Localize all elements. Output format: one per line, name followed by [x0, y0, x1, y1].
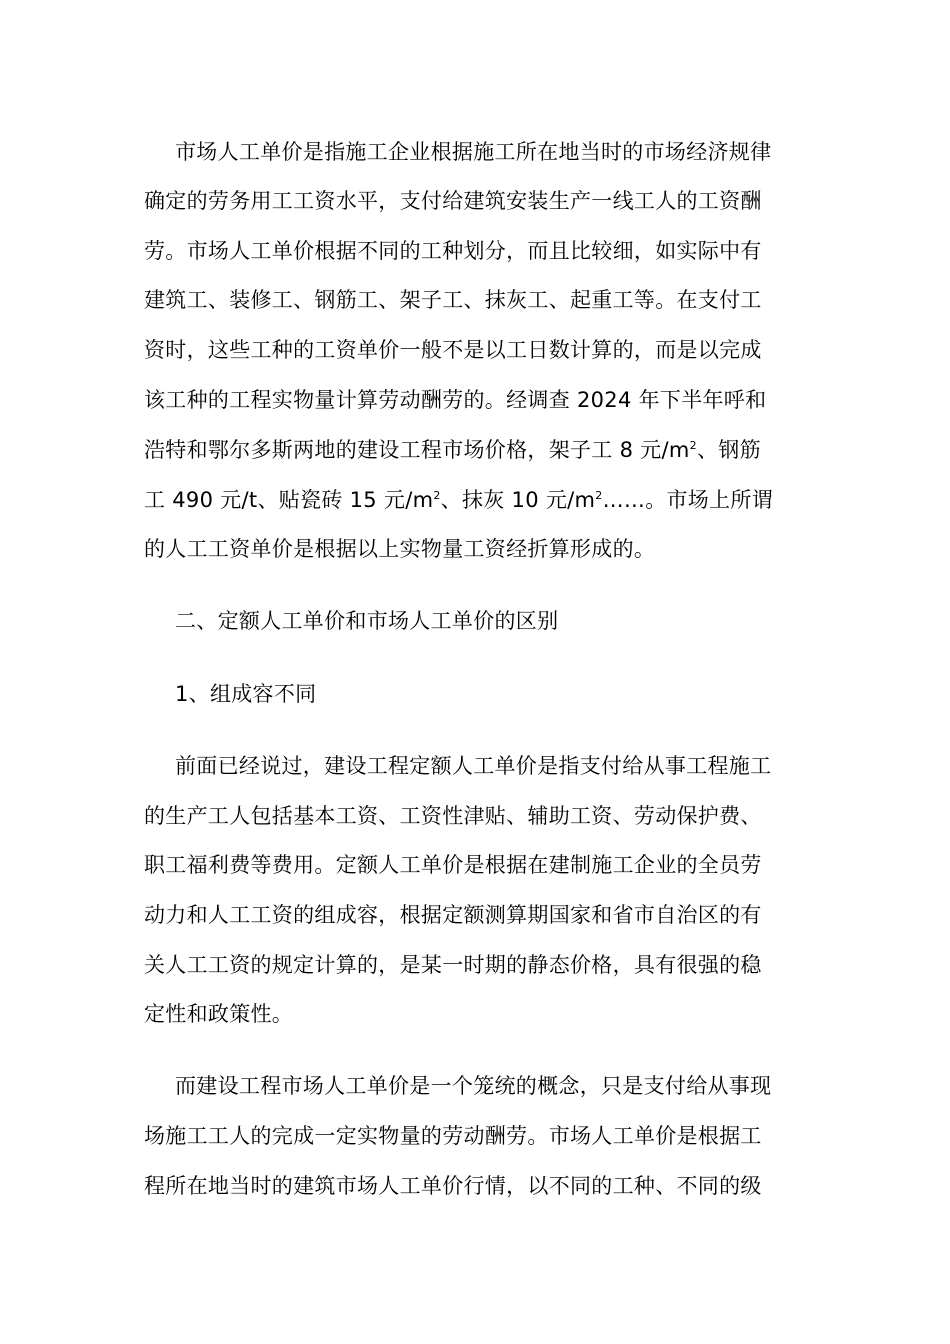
- line-8-text-c: ……。市场上所谓: [602, 488, 773, 512]
- paragraph-2-line-6: 定性和政策性。: [144, 1002, 294, 1026]
- superscript-2: 2: [433, 489, 441, 502]
- superscript-2: 2: [689, 439, 697, 452]
- paragraph-1-line-2: 确定的劳务用工工资水平，支付给建筑安装生产一线工人的工资酬: [144, 189, 762, 213]
- paragraph-1-line-1: 市场人工单价是指施工企业根据施工所在地当时的市场经济规律: [175, 140, 772, 164]
- section-heading: 二、定额人工单价和市场人工单价的区别: [175, 609, 559, 633]
- paragraph-2-line-3: 职工福利费等费用。定额人工单价是根据在建制施工企业的全员劳: [144, 853, 762, 877]
- paragraph-1-line-4: 建筑工、装修工、钢筋工、架子工、抹灰工、起重工等。在支付工: [144, 288, 762, 312]
- paragraph-3-line-3: 程所在地当时的建筑市场人工单价行情，以不同的工种、不同的级: [144, 1174, 762, 1198]
- paragraph-1-line-5: 资时，这些工种的工资单价一般不是以工日数计算的，而是以完成: [144, 338, 762, 362]
- line-8-text-b: 、抹灰 10 元/m: [440, 488, 596, 512]
- paragraph-2-line-2: 的生产工人包括基本工资、工资性津贴、辅助工资、劳动保护费、: [144, 804, 762, 828]
- line-7-text-b: 、钢筋: [696, 438, 761, 462]
- paragraph-2-line-1: 前面已经说过，建设工程定额人工单价是指支付给从事工程施工: [175, 754, 772, 778]
- paragraph-1-line-6: 该工种的工程实物量计算劳动酬劳的。经调查 2024 年下半年呼和: [144, 388, 767, 412]
- paragraph-1-line-7: [144, 436, 824, 464]
- line-8-text-a: 工 490 元/t、贴瓷砖 15 元/m: [144, 488, 434, 512]
- line-7-text-a: 浩特和鄂尔多斯两地的建设工程市场价格，架子工 8 元/m: [144, 438, 690, 462]
- paragraph-2-line-5: 关人工工资的规定计算的，是某一时期的静态价格，具有很强的稳: [144, 953, 762, 977]
- paragraph-1-line-9: 的人工工资单价是根据以上实物量工资经折算形成的。: [144, 537, 656, 561]
- paragraph-3-line-2: 场施工工人的完成一定实物量的劳动酬劳。市场人工单价是根据工: [144, 1124, 762, 1148]
- paragraph-2-line-4: 动力和人工工资的组成容，根据定额测算期国家和省市自治区的有: [144, 903, 762, 927]
- paragraph-1-line-8: [144, 486, 824, 514]
- superscript-2: 2: [595, 489, 603, 502]
- paragraph-1-line-3: 劳。市场人工单价根据不同的工种划分，而且比较细，如实际中有: [144, 239, 762, 263]
- subsection-heading: 1、组成容不同: [175, 682, 317, 706]
- paragraph-3-line-1: 而建设工程市场人工单价是一个笼统的概念，只是支付给从事现: [175, 1074, 772, 1098]
